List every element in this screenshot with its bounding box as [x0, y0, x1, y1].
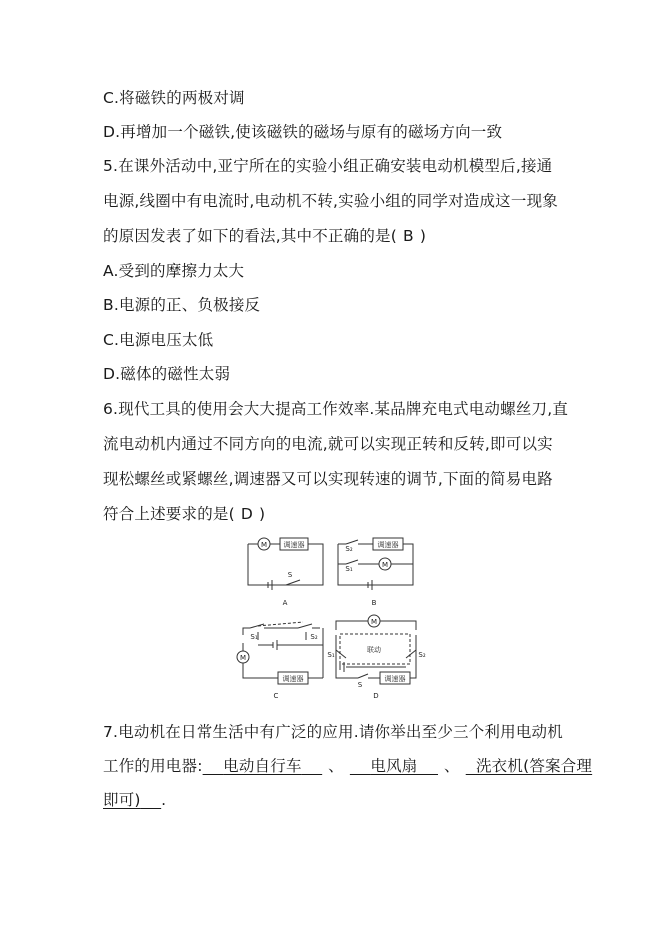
circuit-c-governor-label: 调速器: [282, 675, 304, 683]
circuit-c-s2-label: S₂: [310, 633, 318, 641]
q7-answer-2: 电风扇: [370, 757, 418, 775]
q5-line-3: [103, 226, 426, 246]
q7-answer-1: 电动自行车: [223, 757, 302, 775]
q7-end-period: .: [161, 791, 167, 809]
q6-line-4: [103, 504, 265, 524]
q7-stem: 工作的用电器:: [103, 757, 203, 775]
circuit-d-caption: D: [373, 692, 379, 700]
q5-answer: B: [402, 227, 414, 245]
circuit-c: [237, 622, 323, 684]
q5-stem-end: 的原因发表了如下的看法,其中不正确的是(: [103, 227, 397, 245]
q7-answer-3: 洗衣机(答案合理: [475, 757, 593, 775]
circuit-d-switch-label: S: [357, 681, 363, 689]
circuit-b-motor-label: M: [381, 561, 389, 569]
q5-option-d: D.磁体的磁性太弱: [103, 365, 231, 383]
q5-option-c: C.电源电压太低: [103, 331, 214, 349]
q7-separator-2: 、: [444, 757, 460, 775]
circuit-d-governor-label: 调速器: [384, 675, 406, 683]
circuit-c-motor-label: M: [239, 654, 247, 662]
q6-line-3: 现松螺丝或紧螺丝,调速器又可以实现转速的调节,下面的简易电路: [103, 470, 553, 488]
circuit-diagrams: [228, 530, 428, 710]
circuit-d-s1-label: S₁: [327, 651, 335, 659]
q6-line-1: 6.现代工具的使用会大大提高工作效率.某品牌充电式电动螺丝刀,直: [103, 400, 569, 418]
circuit-b-s1-label: S₁: [345, 565, 353, 573]
circuit-a-governor-label: 调速器: [283, 541, 305, 549]
q5-paren-close: ): [419, 227, 427, 245]
q7-line-3: [103, 790, 166, 810]
q5-option-b: B.电源的正、负极接反: [103, 296, 261, 314]
circuit-c-s1-label: S₁: [250, 633, 258, 641]
option-c-prev: C.将磁铁的两极对调: [103, 89, 245, 107]
circuit-d-motor-label: M: [370, 618, 378, 626]
circuit-d-s2-label: S₂: [418, 651, 426, 659]
circuit-d-linkage-label: 联动: [367, 646, 381, 654]
q6-paren-close: ): [259, 505, 266, 523]
q6-stem-end: 符合上述要求的是(: [103, 505, 235, 523]
q6-answer: D: [240, 505, 253, 523]
q5-line-2: 电源,线圈中有电流时,电动机不转,实验小组的同学对造成这一现象: [103, 192, 558, 210]
option-d-prev: D.再增加一个磁铁,使该磁铁的磁场与原有的磁场方向一致: [103, 123, 503, 141]
q6-line-2: 流电动机内通过不同方向的电流,就可以实现正转和反转,即可以实: [103, 435, 553, 453]
circuit-a-caption: A: [282, 599, 288, 607]
q5-option-a: A.受到的摩擦力太大: [103, 262, 245, 280]
q7-line-2: [103, 756, 592, 776]
circuit-b-s2-label: S₂: [345, 545, 353, 553]
circuit-c-caption: C: [273, 692, 279, 700]
circuit-a-motor-label: M: [260, 541, 268, 549]
q5-line-1: 5.在课外活动中,亚宁所在的实验小组正确安装电动机模型后,接通: [103, 157, 553, 175]
q7-line-1: 7.电动机在日常生活中有广泛的应用.请你举出至少三个利用电动机: [103, 723, 563, 741]
circuit-a-switch-label: S: [287, 571, 293, 579]
circuit-b-governor-label: 调速器: [377, 541, 399, 549]
q7-answer-3-cont: 即可): [103, 791, 141, 809]
circuit-b-caption: B: [371, 599, 377, 607]
q7-separator-1: 、: [328, 757, 344, 775]
